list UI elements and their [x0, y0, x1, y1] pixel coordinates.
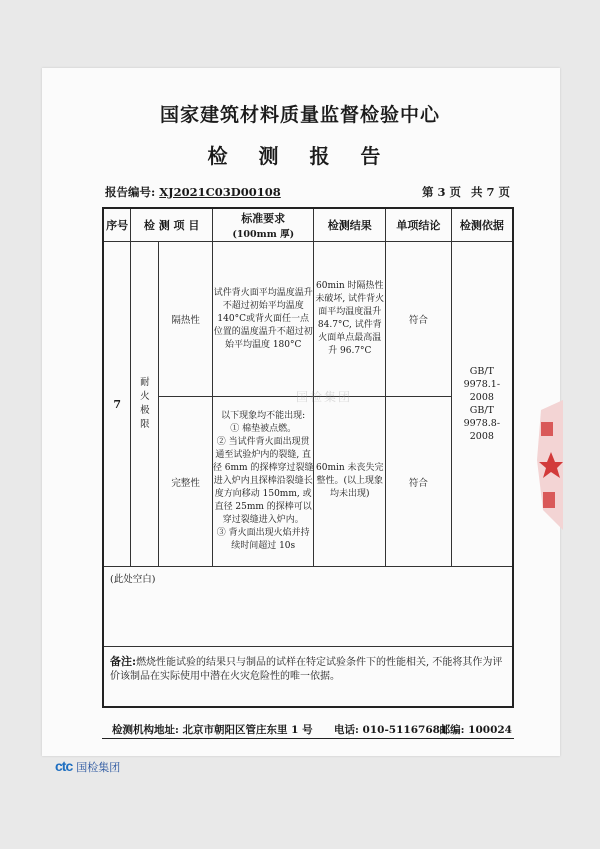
report-number-label: 报告编号:: [105, 185, 156, 199]
blank-note: (此处空白): [103, 567, 513, 647]
conclusion-integrity: 符合: [386, 397, 452, 567]
page-total: 共 7 页: [470, 185, 510, 199]
row-seq: 7: [103, 242, 131, 567]
red-stamp-fragment: [533, 400, 563, 530]
footer-phone: 电话: 010-51167681: [334, 724, 448, 736]
header-seq: 序号: [103, 208, 131, 242]
table-header-row: [103, 208, 513, 242]
conclusion-insulation: 符合: [386, 242, 452, 397]
requirement-insulation: 试件背火面平均温度温升不超过初始平均温度140°C或背火面任一点位置的温度温升不超过初始平均温度 180°C: [212, 242, 314, 397]
blank-row: [103, 567, 513, 647]
header-item: 检 测 项 目: [131, 208, 213, 242]
footer-postcode: 邮编: 100024: [439, 724, 512, 736]
page-number: 第 3 页: [421, 185, 461, 199]
header-result: 检测结果: [314, 208, 386, 242]
sub-item-integrity: 完整性: [159, 397, 213, 567]
requirement-integrity: 以下现象均不能出现: ① 棉垫被点燃。 ② 当试件背火面出现贯通至试验炉内的裂缝, 直径 6mm 的探棒穿过裂缝进入炉内且探棒沿裂缝长度方向移动 150mm, 或直径 25mm 的探棒可以穿过裂缝进入炉内。 ③ 背火面出现火焰并持续时间超过 10s: [212, 397, 314, 567]
remark: 备注:燃烧性能试验的结果只与制品的试样在特定试验条件下的性能相关, 不能将其作为评价该制品在实际使用中潜在火灾危险性的唯一依据。: [103, 647, 513, 707]
report-subtitle: 检 测 报 告: [207, 144, 393, 168]
row-category: 耐火极限: [131, 242, 159, 567]
sub-item-insulation: 隔热性: [159, 242, 213, 397]
watermark: 国检集团: [296, 390, 353, 404]
ctc-logo: [55, 758, 120, 775]
report-title: 国家建筑材料质量监督检验中心: [159, 104, 440, 126]
ctc-logo-mark: ctc: [55, 758, 73, 774]
header-basis: 检测依据: [451, 208, 513, 242]
report-number: XJ2021C03D00108: [159, 185, 281, 199]
header-conclusion: 单项结论: [386, 208, 452, 242]
test-results-table: [102, 207, 514, 708]
test-basis: GB/T 9978.1-2008 GB/T 9978.8-2008: [451, 242, 513, 567]
header-requirement: 标准要求 (100mm 厚): [212, 208, 314, 242]
result-integrity: 60min 未丧失完整性。(以上现象均未出现): [314, 397, 386, 567]
remark-row: [103, 647, 513, 707]
footer-divider: [102, 738, 514, 739]
group-name: 国检集团: [76, 762, 121, 774]
result-insulation: 60min 时隔热性未破坏, 试件背火面平均温度温升 84.7°C, 试件背火面单点最高温升 96.7°C: [314, 242, 386, 397]
footer-address: 检测机构地址: 北京市朝阳区管庄东里 1 号: [112, 724, 313, 736]
table-row: [103, 242, 513, 397]
